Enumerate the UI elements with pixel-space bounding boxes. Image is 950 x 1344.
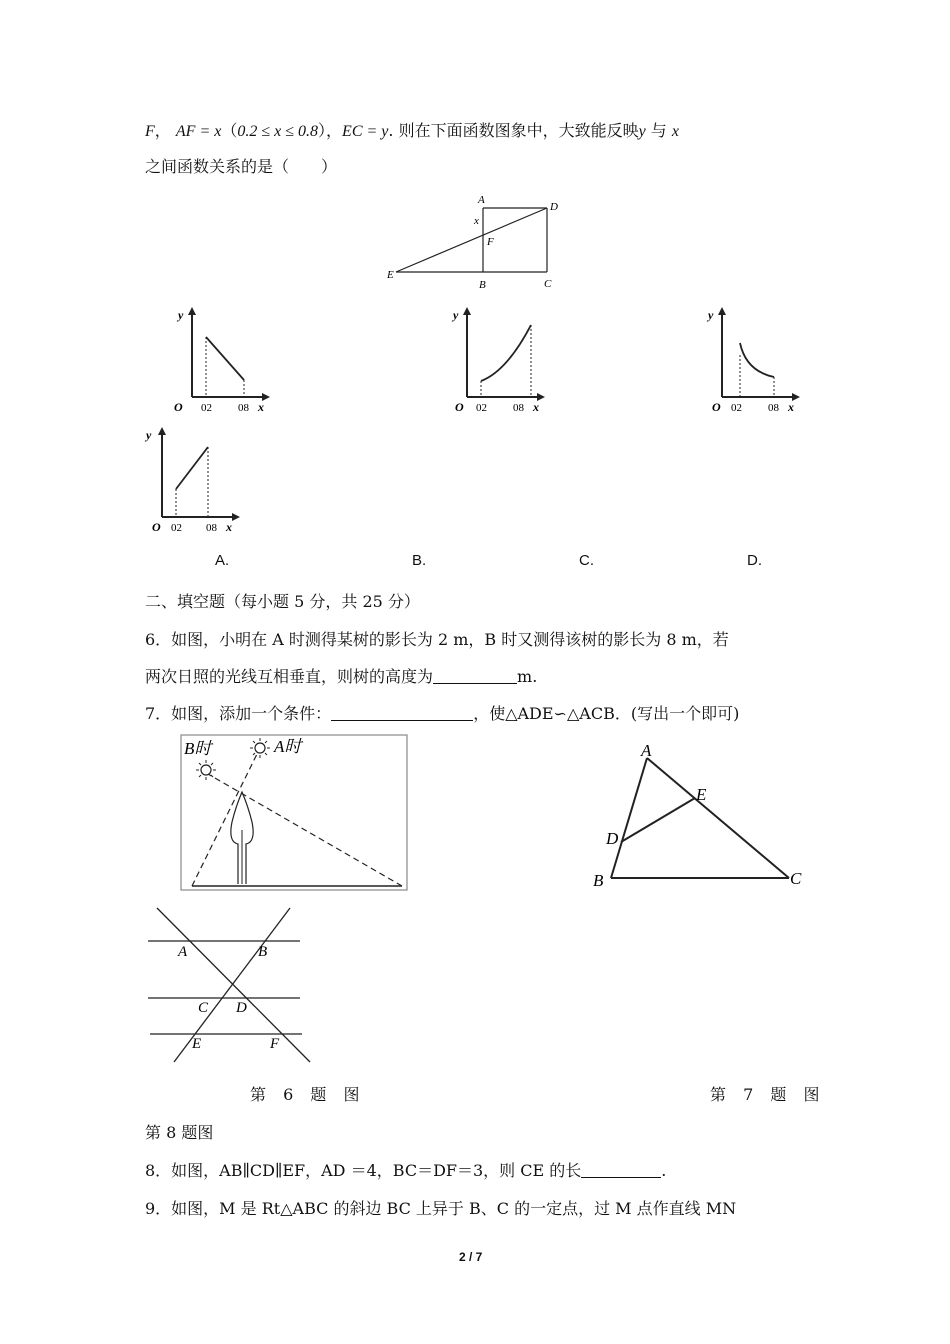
tick-label-08: 08: [238, 402, 249, 414]
label-a: A: [641, 741, 652, 760]
figure-8: [140, 900, 320, 1070]
q5-text: （: [221, 121, 238, 140]
q5-line-1: [145, 118, 679, 141]
q5-range: 0.2 ≤ x ≤ 0.8: [237, 123, 319, 140]
label-b: B: [593, 871, 604, 890]
origin-label: O: [712, 400, 721, 414]
axis-y-label: y: [178, 308, 184, 322]
q5-var-f: F: [145, 123, 155, 140]
label-b: B: [258, 944, 268, 960]
axis-x-label: x: [226, 520, 232, 534]
label-e: E: [192, 1036, 202, 1052]
graph-option-a: [170, 305, 280, 420]
figure-7-caption: 第 7 题 图: [710, 1085, 826, 1104]
graph-option-c: [700, 305, 810, 420]
option-b-label: B.: [412, 552, 427, 569]
q5-var-x: x: [671, 123, 679, 140]
label-c: C: [198, 1000, 209, 1016]
q6-text: 两次日照的光线互相垂直，则树的高度为: [145, 667, 434, 686]
label-x: x: [474, 215, 479, 227]
axis-y-label: y: [453, 308, 459, 322]
label-b: B: [479, 279, 486, 291]
q7-text: ，使△ADE∽△ACB．(写出一个即可): [473, 704, 740, 723]
option-d-label: D.: [747, 552, 762, 569]
origin-label: O: [455, 400, 464, 414]
tick-label-08: 08: [513, 402, 524, 414]
q6-answer-blank[interactable]: [433, 669, 517, 684]
tick-label-02: 02: [476, 402, 487, 414]
figure-6: [180, 734, 410, 892]
label-b-time: B时: [184, 739, 212, 758]
tick-label-02: 02: [201, 402, 212, 414]
label-d: D: [236, 1000, 247, 1016]
q6-unit: m.: [517, 667, 538, 686]
tick-label-08: 08: [768, 402, 779, 414]
option-a-label: A.: [215, 552, 230, 569]
label-a-time: A时: [274, 737, 302, 756]
q5-text: ），: [318, 121, 343, 140]
label-c: C: [544, 278, 552, 290]
figure-8-caption: 第 8 题图: [145, 1123, 214, 1142]
q8-line: [145, 1158, 666, 1181]
label-a: A: [178, 944, 188, 960]
axis-y-label: y: [708, 308, 714, 322]
label-d: D: [550, 201, 558, 213]
q5-af-eq: AF = x: [175, 123, 222, 140]
graph-option-b: [445, 305, 555, 420]
origin-label: O: [174, 400, 183, 414]
label-c: C: [790, 869, 802, 888]
q5-text: . 则在下面函数图象中，大致能反映: [388, 121, 639, 140]
rectangle-figure: [380, 190, 570, 292]
q8-text: .: [661, 1161, 667, 1180]
tick-label-02: 02: [171, 522, 182, 534]
figure-6-caption: 第 6 题 图: [250, 1085, 366, 1104]
q7-line: [145, 701, 739, 724]
axis-x-label: x: [788, 400, 794, 414]
label-f: F: [487, 236, 494, 248]
label-f: F: [270, 1036, 280, 1052]
q5-line-2: 之间函数关系的是（ ）: [145, 157, 338, 176]
axis-y-label: y: [146, 428, 152, 442]
tick-label-02: 02: [731, 402, 742, 414]
page-number: 2 / 7: [459, 1250, 483, 1264]
label-e: E: [387, 269, 394, 281]
section-heading: 二、填空题（每小题 5 分，共 25 分）: [145, 592, 420, 611]
q6-line-1: 6．如图，小明在 A 时测得某树的影长为 2 m，B 时又测得该树的影长为 8 m，若: [145, 630, 729, 649]
q7-text: 7．如图，添加一个条件：: [145, 704, 332, 723]
label-a: A: [478, 194, 485, 206]
q5-text: ，: [154, 121, 171, 140]
q8-text: 8．如图，AB∥CD∥EF，AD ＝4，BC＝DF＝3，则 CE 的长: [145, 1161, 582, 1180]
label-e: E: [696, 785, 707, 804]
figure-7: [585, 740, 815, 895]
tick-label-08: 08: [206, 522, 217, 534]
axis-x-label: x: [258, 400, 264, 414]
option-c-label: C.: [579, 552, 594, 569]
label-d: D: [606, 829, 619, 848]
q5-ec-eq: EC = y: [342, 123, 389, 140]
q6-line-2: [145, 664, 537, 687]
origin-label: O: [152, 520, 161, 534]
graph-option-d: [140, 425, 250, 540]
axis-x-label: x: [533, 400, 539, 414]
q5-var-y: y: [638, 123, 646, 140]
q8-answer-blank[interactable]: [581, 1163, 661, 1178]
q7-answer-blank[interactable]: [331, 706, 473, 721]
q9-line: 9．如图，M 是 Rt△ABC 的斜边 BC 上异于 B、C 的一定点，过 M 点作直线 MN: [145, 1199, 737, 1218]
q5-text: 与: [650, 121, 667, 140]
